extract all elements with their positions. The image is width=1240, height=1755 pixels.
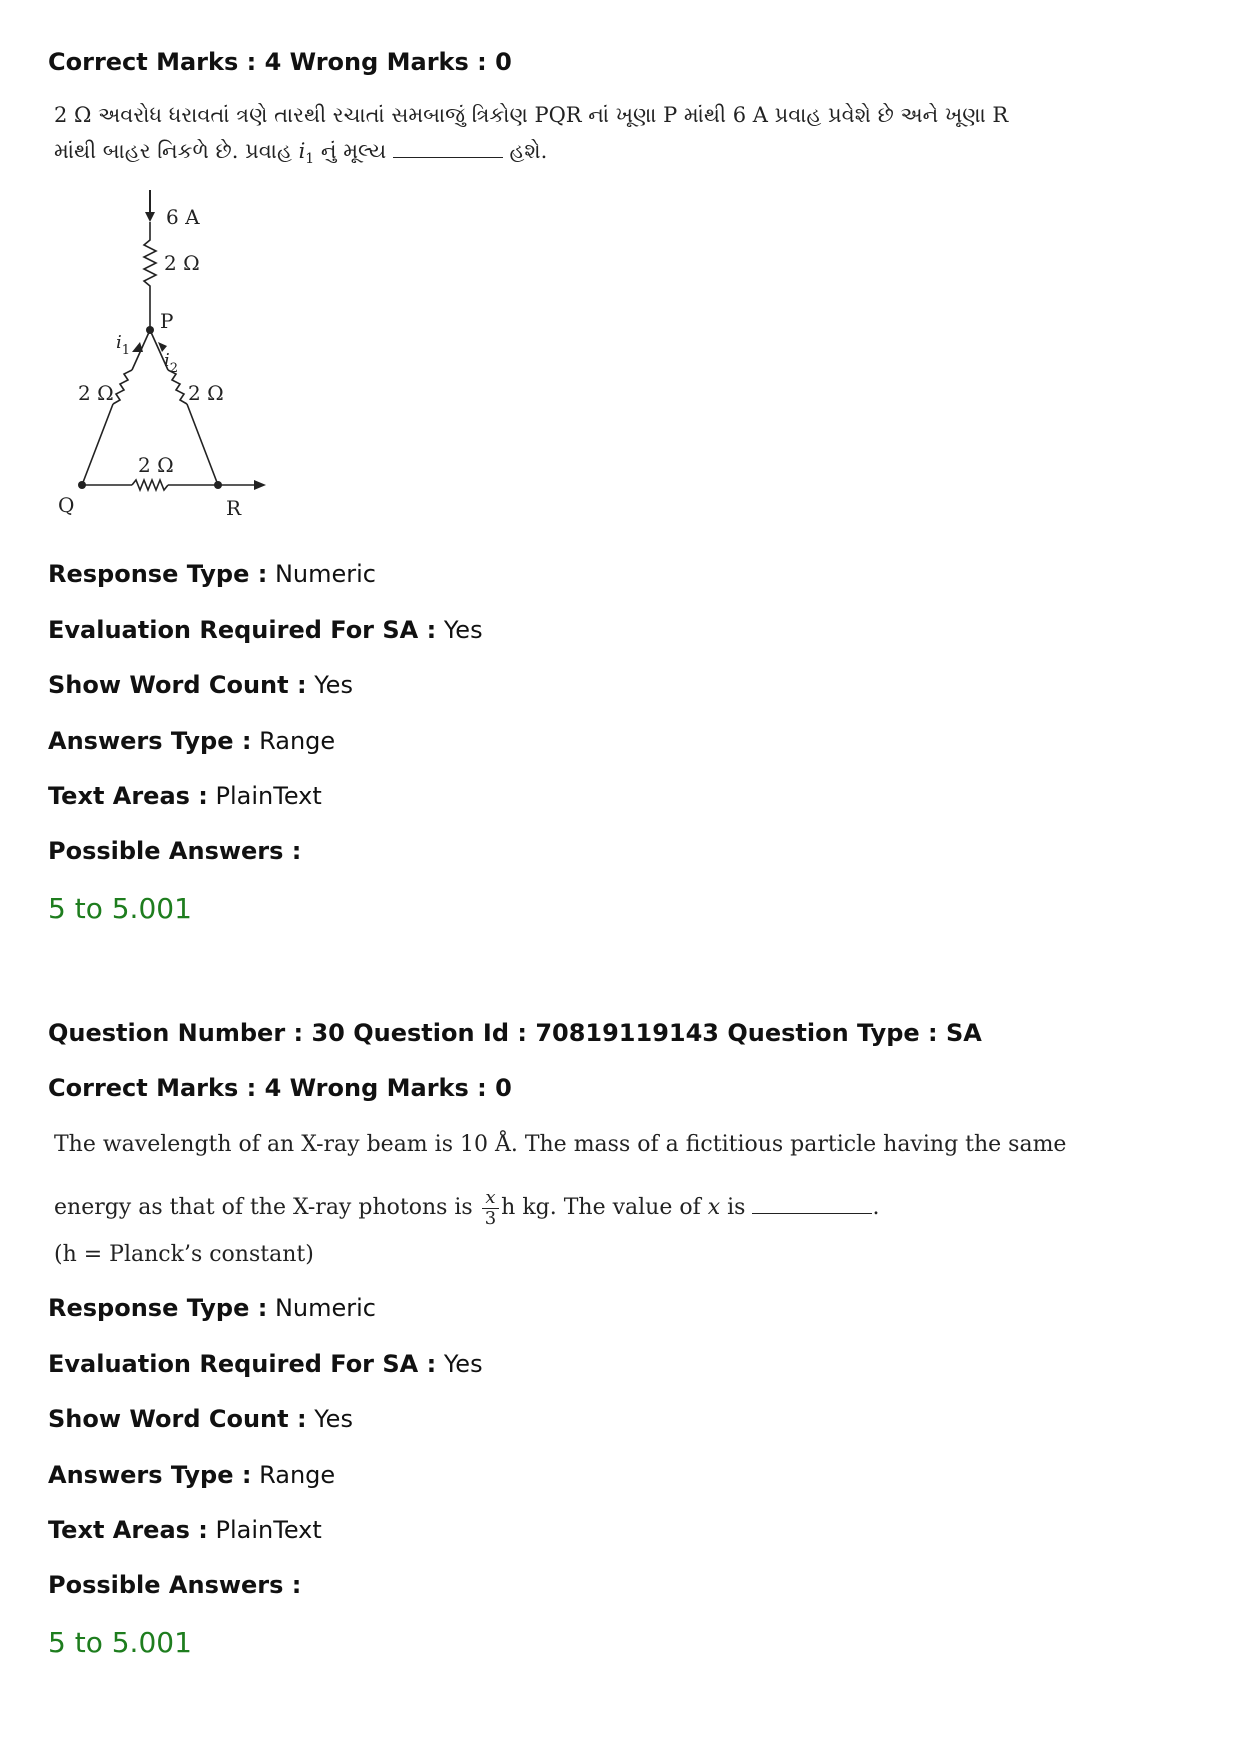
q29-answers-type: Answers Type : Range: [48, 727, 336, 755]
q30-header: Question Number : 30 Question Id : 70819119143 Question Type : SA: [48, 1019, 982, 1047]
q29-q2-b: નું મૂલ્ય: [314, 139, 393, 163]
q29-correct-value: 4: [264, 48, 282, 76]
q29-question-line2: [54, 134, 547, 176]
q30-show-word-count: Show Word Count : Yes: [48, 1405, 353, 1433]
q29-wrong-value: 0: [495, 48, 512, 76]
q30-answers-type: Answers Type : Range: [48, 1461, 336, 1489]
top-resistor-label: 2 Ω: [164, 251, 200, 275]
top-resistor: [144, 222, 156, 330]
q30-response-type: Response Type : Numeric: [48, 1294, 376, 1322]
q30-question-line1: The wavelength of an X-ray beam is 10 Å. The mass of a fictitious particle having the same: [54, 1132, 1067, 1157]
q30-marks: Correct Marks : 4 Wrong Marks : 0: [48, 1074, 512, 1102]
q30-text-areas: Text Areas : PlainText: [48, 1516, 322, 1544]
q30-fraction: $\frac{x}{3}$: [482, 1188, 499, 1229]
q30-possible-answers-label: Possible Answers :: [48, 1571, 302, 1599]
input-current-label: 6 A: [166, 205, 200, 229]
q29-possible-answer: 5 to 5.001: [48, 892, 192, 925]
q29-question-line1: 2 Ω અવરોધ ધરાવતાં ત્રણે તારથી રચાતાં સમબાજું ત્રિકોણ PQR નાં ખૂણા P માંથી 6 A પ્રવાહ પ્રવેશે છે અને ખૂણા R: [54, 103, 1009, 127]
right-resistor-label: 2 Ω: [188, 381, 224, 405]
q29-q2-c: હશે.: [502, 139, 548, 163]
q29-show-word-count: Show Word Count : Yes: [48, 671, 353, 699]
node-q-label: Q: [58, 493, 75, 517]
q30-answer-blank: [752, 1191, 872, 1214]
q29-marks: [48, 47, 512, 77]
node-q: [78, 481, 86, 489]
i1-label: $i_1$: [116, 332, 131, 358]
left-resistor: [113, 370, 132, 404]
q30-question-line2: energy as that of the X-ray photons is $\frac{x}{3}$ h kg. The value of x is .: [54, 1186, 880, 1229]
q29-q2-var: i: [298, 139, 306, 163]
input-current-arrow: [145, 212, 155, 222]
output-current-arrow: [254, 480, 266, 490]
i2-label: $i_2$: [164, 350, 179, 376]
q30-evaluation-required: Evaluation Required For SA : Yes: [48, 1350, 483, 1378]
q29-wrong-label: Wrong Marks :: [281, 48, 496, 76]
q29-q2-a: માંથી બાહર નિકળે છે. પ્રવાહ: [54, 139, 299, 163]
q29-possible-answers-label: Possible Answers :: [48, 837, 302, 865]
node-p-label: P: [160, 309, 174, 333]
q29-evaluation-required: Evaluation Required For SA : Yes: [48, 616, 483, 644]
q29-q2-sub: 1: [305, 151, 315, 168]
q29-correct-label: Correct Marks :: [48, 48, 265, 76]
right-wire-bottom: [187, 404, 218, 485]
i1-arrow: [132, 342, 143, 352]
q30-possible-answer: 5 to 5.001: [48, 1626, 192, 1659]
node-r-label: R: [226, 496, 242, 520]
q29-text-areas: Text Areas : PlainText: [48, 782, 322, 810]
left-resistor-label: 2 Ω: [78, 381, 114, 405]
q29-answer-blank: [393, 135, 503, 158]
q30-question-line3: (h = Planck’s constant): [54, 1242, 314, 1267]
bottom-resistor-label: 2 Ω: [138, 453, 174, 477]
q29-response-type: Response Type : Numeric: [48, 560, 376, 588]
circuit-diagram: [50, 190, 290, 530]
left-wire-bottom: [82, 404, 113, 485]
bottom-resistor: [132, 480, 168, 490]
